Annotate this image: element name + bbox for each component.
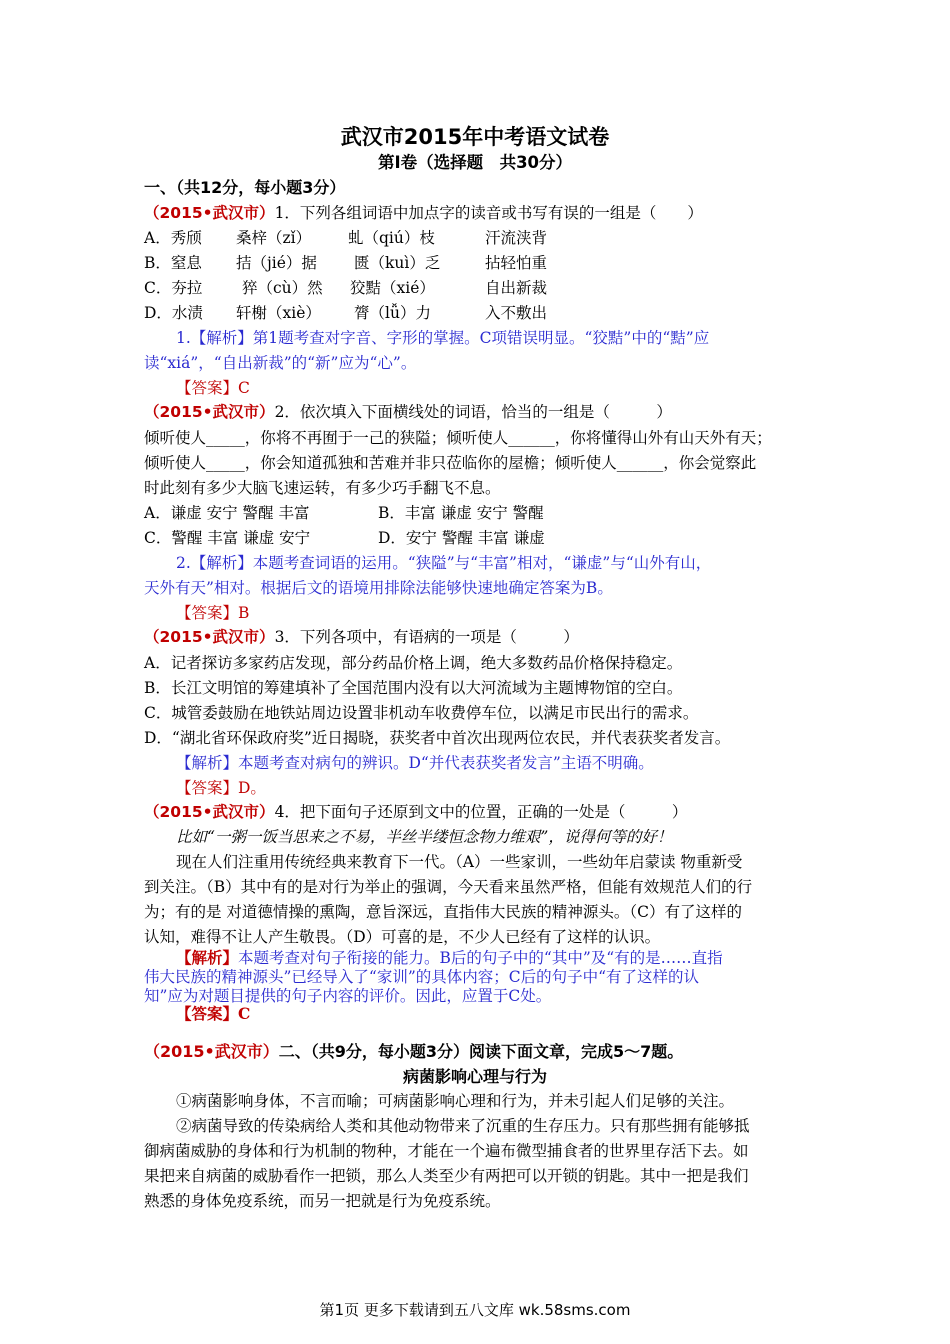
source-tag: （2015•武汉市） [144,204,275,222]
option-word: 汗流浃背 [485,229,548,247]
question-3-option-d: D．“湖北省环保政府奖”近日揭晓，获奖者中首次出现两位农民，并代表获奖者发言。 [144,729,731,747]
question-3-answer: 【答案】D。 [176,779,266,797]
analysis-label: 【解析】 [176,948,239,967]
analysis-text: 本题考查对句子衔接的能力。B后的句子中的“其中”及“有的是……直指 [238,949,723,967]
question-1-option-b [144,253,547,273]
question-3-option-c: C．城管委鼓励在地铁站周边设置非机动车收费停车位，以满足市民出行的需求。 [144,704,699,722]
option-word: 拮（jié）据 [236,254,317,272]
question-4-quote: 比如“一粥一饭当思来之不易，半丝半缕恒念物力维艰”，说得何等的好！ [176,828,673,846]
article-paragraph-2: ②病菌导致的传染病给人类和其他动物带来了沉重的生存压力。只有那些拥有能够抵 [176,1117,750,1135]
question-4-text: 为；有的是 对道德情操的熏陶，意旨深远，直指伟大民族的精神源头。（C）有了这样的 [144,903,743,921]
option-word: C．夯拉 [144,279,203,297]
question-text: 3．下列各项中，有语病的一项是（ ） [274,628,579,646]
question-1-analysis-cont: 读“xiá”，“自出新裁”的“新”应为“心”。 [144,354,417,372]
option-word: 轩榭（xiè） [236,304,321,322]
article-paragraph-2-cont: 熟悉的身体免疫系统，而另一把就是行为免疫系统。 [144,1192,501,1210]
question-2-option-d: D．安宁 警醒 丰富 谦虚 [378,529,545,547]
question-3-stem [144,627,579,647]
question-1-stem [144,203,703,223]
question-2-text: 倾听使人_____，你将不再囿于一己的狭隘；倾听使人______，你将懂得山外有山天外有天； [144,429,772,447]
page-footer: 第1页 更多下载请到五八文库 wk.58sms.com [319,1301,631,1319]
option-word: D．水渍 [144,304,203,322]
source-tag: （2015•武汉市） [144,628,275,646]
source-tag: （2015•武汉市） [144,803,275,821]
question-4-stem [144,802,687,822]
section-1-heading: 一、（共12分，每小题3分） [144,178,346,197]
option-word: 桑梓（zǐ） [236,229,312,247]
question-2-option-b: B．丰富 谦虚 安宁 警醒 [378,504,544,522]
question-2-answer: 【答案】B [176,604,250,622]
option-word: 匮（kuì）乏 [354,254,441,272]
page-title: 武汉市2015年中考语文试卷 [340,125,610,149]
section-2-text: 二、（共9分，每小题3分）阅读下面文章，完成5～7题。 [278,1042,684,1061]
question-3-analysis: 【解析】本题考查对病句的辨识。D“并代表获奖者发言”主语不明确。 [176,754,654,772]
question-2-analysis: 2.【解析】本题考查词语的运用。“狭隘”与“丰富”相对，“谦虚”与“山外有山， [176,554,712,572]
question-4-analysis [176,948,723,968]
article-paragraph-2-cont: 果把来自病菌的威胁看作一把锁，那么人类至少有两把可以开锁的钥匙。其中一把是我们 [144,1167,749,1185]
question-text: 1．下列各组词语中加点字的读音或书写有误的一组是（ ） [274,204,703,222]
question-4-text: 现在人们注重用传统经典来教育下一代。（A）一些家训，一些幼年启蒙读 物重新受 [176,853,743,871]
question-1-answer: 【答案】C [176,379,250,397]
option-word: B．窒息 [144,254,202,272]
question-3-option-b: B．长江文明馆的筹建填补了全国范围内没有以大河流域为主题博物馆的空白。 [144,679,683,697]
question-text: 2．依次填入下面横线处的词语，恰当的一组是（ ） [274,403,672,421]
question-1-analysis: 1.【解析】第1题考查对字音、字形的掌握。C项错误明显。“狡黠”中的“黠”应 [176,329,710,347]
option-word: 入不敷出 [485,304,548,322]
question-1-option-d [144,303,547,323]
question-text: 4．把下面句子还原到文中的位置，正确的一处是（ ） [274,803,688,821]
option-word: A．秀颀 [144,229,202,247]
option-word: 虬（qiú）枝 [348,229,435,247]
question-4-analysis-cont: 伟大民族的精神源头”已经导入了“家训”的具体内容；C后的句子中“有了这样的认 [144,968,700,986]
article-title: 病菌影响心理与行为 [402,1067,547,1086]
question-4-analysis-cont: 知”应为对题目提供的句子内容的评价。因此，应置于C处。 [144,987,552,1005]
question-4-text: 到关注。（B）其中有的是对行为举止的强调，今天看来虽然严格，但能有效规范人们的行 [144,878,753,896]
article-paragraph-2-cont: 御病菌威胁的身体和行为机制的物种，才能在一个遍布微型捕食者的世界里存活下去。如 [144,1142,749,1160]
question-2-stem [144,402,672,422]
option-word: 膂（lǚ）力 [354,304,431,322]
question-2-text: 时此刻有多少大脑飞速运转，有多少巧手翻飞不息。 [144,479,501,497]
question-2-option-c: C．警醒 丰富 谦虚 安宁 [144,529,311,547]
question-3-option-a: A．记者探访多家药店发现，部分药品价格上调，绝大多数药品价格保持稳定。 [144,654,683,672]
question-2-analysis-cont: 天外有天”相对。根据后文的语境用排除法能够快速地确定答案为B。 [144,579,613,597]
question-2-text: 倾听使人_____，你会知道孤独和苦难并非只莅临你的屋檐；倾听使人______，你会觉察此 [144,454,757,472]
option-word: 拈轻怕重 [485,254,548,272]
question-2-option-a: A．谦虚 安宁 警醒 丰富 [144,504,310,522]
article-paragraph-1: ①病菌影响身体，不言而喻；可病菌影响心理和行为，并未引起人们足够的关注。 [176,1092,735,1110]
section-2-heading [144,1042,683,1062]
source-tag: （2015•武汉市） [144,1042,279,1061]
question-1-option-c [144,278,547,298]
source-tag: （2015•武汉市） [144,403,275,421]
option-word: 狡黠（xié） [350,279,435,297]
page-subtitle: 第Ⅰ卷（选择题 共30分） [377,153,573,172]
option-word: 猝（cù）然 [242,279,323,297]
option-word: 自出新裁 [485,279,548,297]
question-4-answer: 【答案】C [176,1004,251,1023]
question-4-text: 认知，难得不让人产生敬畏。（D）可喜的是，不少人已经有了这样的认识。 [144,928,661,946]
question-1-option-a [144,228,547,248]
